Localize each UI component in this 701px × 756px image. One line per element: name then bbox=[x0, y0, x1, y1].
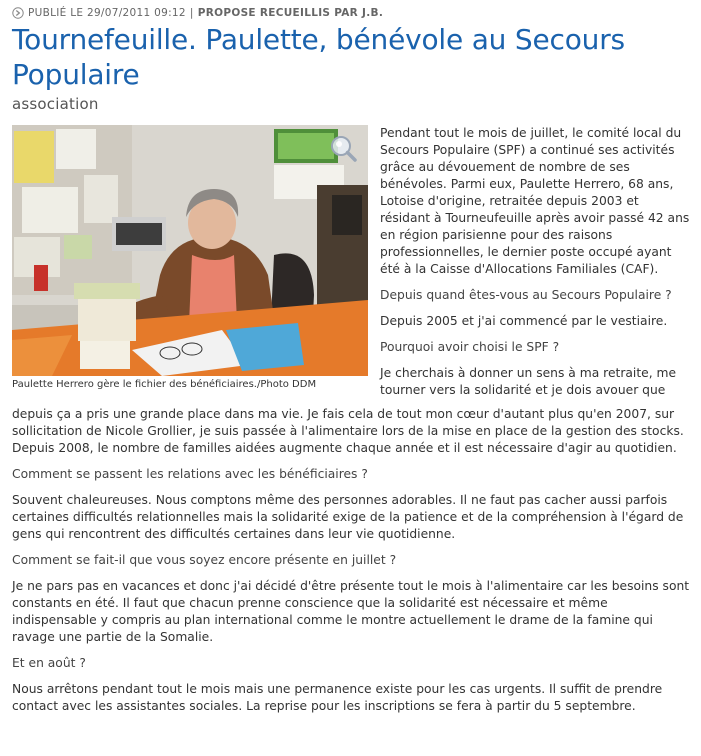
intro-paragraph: Pendant tout le mois de juillet, le comité local du Secours Populaire (SPF) a continué ses activités grâce au dévouement de nombre de ses bénévoles. Parmi eux, Paulette Herrero, 68 ans, Lotoise d'origine, retraitée depuis 2003 et résidant à Tourneufeuille après avoir passé 42 ans en région parisienne pour des raisons professionnelles, le dernier poste occupé ayant été à la Caisse d'Allocations Familiales (CAF). bbox=[380, 126, 690, 276]
publish-date: PUBLIÉ LE 29/07/2011 09:12 bbox=[28, 7, 186, 19]
author-credit: PROPOSE RECUEILLIS PAR J.B. bbox=[197, 7, 384, 19]
question-5: Et en août ? bbox=[12, 656, 86, 670]
article-full-column bbox=[12, 406, 695, 724]
answer-3: Souvent chaleureuses. Nous comptons même des personnes adorables. Il ne faut pas cacher aussi parfois certaines difficultés relationnelles mais la solidarité exige de la patience et de la compréhension à l'égard de gens qui rencontrent des difficultés certaines dans leur vie quotidienne. bbox=[12, 493, 684, 541]
question-2: Pourquoi avoir choisi le SPF ? bbox=[380, 340, 560, 354]
circle-arrow-icon bbox=[12, 7, 24, 19]
article-figure bbox=[12, 125, 368, 391]
answer-4: Je ne pars pas en vacances et donc j'ai décidé d'être présente tout le mois à l'alimentaire car les besoins sont constants en été. Il faut que chacun prenne conscience que la solidarité est nécessaire et même indispensable y compris au plan international comme le montre actuellement le drame de la famine qui ravage une partie de la Somalie. bbox=[12, 579, 690, 644]
photo-caption: Paulette Herrero gère le fichier des bénéficiaires./Photo DDM bbox=[12, 379, 317, 390]
question-3: Comment se passent les relations avec les bénéficiaires ? bbox=[12, 467, 368, 481]
magnifier-zoom-icon[interactable] bbox=[328, 133, 358, 163]
article-meta bbox=[12, 5, 383, 21]
article-photo[interactable] bbox=[12, 125, 368, 376]
question-1: Depuis quand êtes-vous au Secours Populaire ? bbox=[380, 288, 672, 302]
article-side-column bbox=[380, 125, 691, 399]
answer-1: Depuis 2005 et j'ai commencé par le vestiaire. bbox=[380, 314, 668, 328]
answer-2-start: Je cherchais à donner un sens à ma retraite, me tourner vers la solidarité et je dois avouer que bbox=[380, 366, 677, 397]
article-category: association bbox=[12, 95, 99, 113]
photo-illustration bbox=[12, 125, 368, 376]
answer-5: Nous arrêtons pendant tout le mois mais une permanence existe pour les cas urgents. Il suffit de prendre contact avec les assistantes sociales. La reprise pour les inscriptions se fera à partir du 5 septembre. bbox=[12, 682, 663, 713]
meta-separator: | bbox=[189, 7, 194, 19]
answer-2-continued: depuis ça a pris une grande place dans ma vie. Je fais cela de tout mon cœur d'autant plus qu'en 2007, sur sollicitation de Nicole Grollier, je suis passée à l'alimentaire lors de la mise en place de la gestion des stocks. Depuis 2008, le nombre de familles aidées augmente chaque année et il est nécessaire d'agir au quotidien. bbox=[12, 407, 684, 455]
question-4: Comment se fait-il que vous soyez encore présente en juillet ? bbox=[12, 553, 397, 567]
article-title: Tournefeuille. Paulette, bénévole au Secours Populaire bbox=[12, 23, 625, 91]
